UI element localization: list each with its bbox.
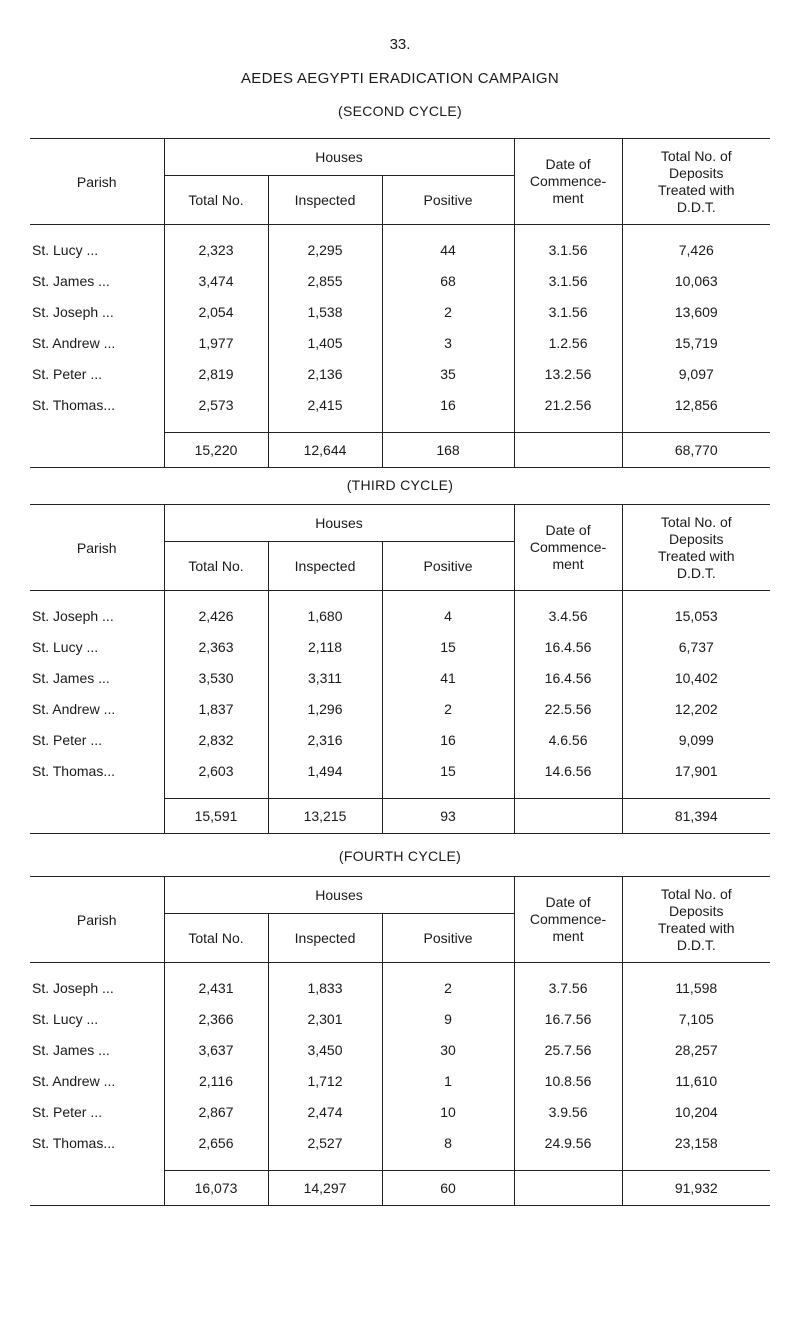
totals-row [30, 433, 770, 468]
inspected-cell: 2,118 [268, 631, 382, 662]
parish-cell: St. James ... [32, 669, 110, 686]
header-positive: Positive [382, 914, 514, 963]
parish-cell: St. James ... [32, 272, 110, 289]
header-parish: Parish [30, 877, 164, 963]
deposits-cell: 7,426 [622, 225, 770, 266]
table-row [30, 963, 770, 1004]
cycle-title-third: (THIRD CYCLE) [346, 477, 454, 493]
date-cell: 3.9.56 [514, 1096, 622, 1127]
date-cell: 22.5.56 [514, 693, 622, 724]
totals-total-cell: 15,220 [164, 433, 268, 468]
header-houses: Houses [164, 505, 514, 542]
inspected-cell: 2,527 [268, 1127, 382, 1171]
positive-cell: 30 [382, 1034, 514, 1065]
total-cell: 2,819 [164, 358, 268, 389]
header-deposits: Total No. of Deposits Treated with D.D.T. [622, 139, 770, 225]
total-cell: 2,054 [164, 296, 268, 327]
header-deposits: Total No. of Deposits Treated with D.D.T. [622, 505, 770, 591]
total-cell: 2,832 [164, 724, 268, 755]
total-cell: 2,603 [164, 755, 268, 799]
total-cell: 1,977 [164, 327, 268, 358]
parish-cell: St. Andrew ... [32, 700, 116, 717]
page-number: 33. [389, 36, 411, 53]
header-date: Date of Commence- ment [514, 139, 622, 225]
positive-cell: 16 [382, 389, 514, 433]
inspected-cell: 1,494 [268, 755, 382, 799]
totals-label-cell [30, 1171, 164, 1206]
totals-deposits-cell: 91,932 [622, 1171, 770, 1206]
total-cell: 2,323 [164, 225, 268, 266]
inspected-cell: 3,311 [268, 662, 382, 693]
parish-cell: St. Lucy ... [32, 638, 99, 655]
parish-cell: St. Peter ... [32, 1103, 103, 1120]
inspected-cell: 2,316 [268, 724, 382, 755]
positive-cell: 44 [382, 225, 514, 266]
header-total-no: Total No. [164, 176, 268, 225]
date-cell: 3.1.56 [514, 265, 622, 296]
table-row [30, 389, 770, 433]
inspected-cell: 2,301 [268, 1003, 382, 1034]
deposits-cell: 6,737 [622, 631, 770, 662]
total-cell: 2,656 [164, 1127, 268, 1171]
total-cell: 2,426 [164, 591, 268, 632]
positive-cell: 68 [382, 265, 514, 296]
table-row [30, 225, 770, 266]
inspected-cell: 2,295 [268, 225, 382, 266]
date-cell: 16.7.56 [514, 1003, 622, 1034]
parish-cell: St. Thomas... [32, 762, 115, 779]
parish-cell: St. Joseph ... [32, 303, 114, 320]
inspected-cell: 2,415 [268, 389, 382, 433]
positive-cell: 1 [382, 1065, 514, 1096]
totals-total-cell: 16,073 [164, 1171, 268, 1206]
inspected-cell: 2,474 [268, 1096, 382, 1127]
deposits-cell: 15,053 [622, 591, 770, 632]
deposits-cell: 28,257 [622, 1034, 770, 1065]
parish-cell: St. Joseph ... [32, 608, 114, 624]
positive-cell: 41 [382, 662, 514, 693]
positive-cell: 4 [382, 591, 514, 632]
totals-date-cell [514, 433, 622, 468]
positive-cell: 15 [382, 631, 514, 662]
header-total-no: Total No. [164, 542, 268, 591]
table-row [30, 755, 770, 799]
table-row [30, 1096, 770, 1127]
deposits-cell: 10,063 [622, 265, 770, 296]
total-cell: 2,116 [164, 1065, 268, 1096]
deposits-cell: 10,402 [622, 662, 770, 693]
table-row [30, 724, 770, 755]
table-row [30, 631, 770, 662]
totals-deposits-cell: 68,770 [622, 433, 770, 468]
parish-cell: St. Thomas... [32, 396, 115, 413]
totals-positive-cell: 168 [382, 433, 514, 468]
cycle-table-fourth [30, 876, 770, 1206]
deposits-cell: 15,719 [622, 327, 770, 358]
deposits-cell: 11,598 [622, 963, 770, 1004]
totals-row [30, 799, 770, 834]
totals-label-cell [30, 433, 164, 468]
totals-positive-cell: 60 [382, 1171, 514, 1206]
header-parish: Parish [30, 505, 164, 591]
positive-cell: 8 [382, 1127, 514, 1171]
positive-cell: 2 [382, 963, 514, 1004]
positive-cell: 9 [382, 1003, 514, 1034]
table-row [30, 327, 770, 358]
total-cell: 3,474 [164, 265, 268, 296]
totals-positive-cell: 93 [382, 799, 514, 834]
deposits-cell: 23,158 [622, 1127, 770, 1171]
date-cell: 16.4.56 [514, 631, 622, 662]
deposits-cell: 12,202 [622, 693, 770, 724]
date-cell: 13.2.56 [514, 358, 622, 389]
table-row [30, 693, 770, 724]
cycle-table-second [30, 138, 770, 468]
inspected-cell: 1,712 [268, 1065, 382, 1096]
table-row [30, 1003, 770, 1034]
totals-inspected-cell: 14,297 [268, 1171, 382, 1206]
positive-cell: 35 [382, 358, 514, 389]
total-cell: 2,573 [164, 389, 268, 433]
deposits-cell: 11,610 [622, 1065, 770, 1096]
total-cell: 3,530 [164, 662, 268, 693]
totals-label-cell [30, 799, 164, 834]
deposits-cell: 10,204 [622, 1096, 770, 1127]
header-houses: Houses [164, 877, 514, 914]
header-date: Date of Commence- ment [514, 877, 622, 963]
table-row [30, 358, 770, 389]
table-row [30, 591, 770, 632]
cycle-title-fourth: (FOURTH CYCLE) [338, 848, 462, 864]
total-cell: 2,363 [164, 631, 268, 662]
table-row [30, 1065, 770, 1096]
document-title: AEDES AEGYPTI ERADICATION CAMPAIGN [240, 70, 560, 87]
deposits-cell: 17,901 [622, 755, 770, 799]
inspected-cell: 3,450 [268, 1034, 382, 1065]
inspected-cell: 1,680 [268, 591, 382, 632]
deposits-cell: 13,609 [622, 296, 770, 327]
header-positive: Positive [382, 176, 514, 225]
total-cell: 2,867 [164, 1096, 268, 1127]
header-inspected: Inspected [268, 176, 382, 225]
table-row [30, 265, 770, 296]
date-cell: 1.2.56 [514, 327, 622, 358]
header-positive: Positive [382, 542, 514, 591]
header-date: Date of Commence- ment [514, 505, 622, 591]
cycle-title-second: (SECOND CYCLE) [338, 103, 462, 119]
date-cell: 25.7.56 [514, 1034, 622, 1065]
total-cell: 3,637 [164, 1034, 268, 1065]
date-cell: 3.4.56 [514, 591, 622, 632]
positive-cell: 2 [382, 693, 514, 724]
date-cell: 14.6.56 [514, 755, 622, 799]
table-row [30, 1034, 770, 1065]
parish-cell: St. Thomas... [32, 1134, 115, 1151]
date-cell: 3.1.56 [514, 296, 622, 327]
header-parish: Parish [30, 139, 164, 225]
totals-total-cell: 15,591 [164, 799, 268, 834]
inspected-cell: 1,296 [268, 693, 382, 724]
inspected-cell: 2,855 [268, 265, 382, 296]
header-total-no: Total No. [164, 914, 268, 963]
date-cell: 21.2.56 [514, 389, 622, 433]
inspected-cell: 1,833 [268, 963, 382, 1004]
table-row [30, 662, 770, 693]
inspected-cell: 1,538 [268, 296, 382, 327]
header-inspected: Inspected [268, 914, 382, 963]
totals-row [30, 1171, 770, 1206]
header-houses: Houses [164, 139, 514, 176]
totals-date-cell [514, 799, 622, 834]
positive-cell: 2 [382, 296, 514, 327]
totals-date-cell [514, 1171, 622, 1206]
parish-cell: St. Andrew ... [32, 1072, 116, 1089]
date-cell: 3.1.56 [514, 225, 622, 266]
parish-cell: St. Andrew ... [32, 334, 116, 351]
date-cell: 4.6.56 [514, 724, 622, 755]
header-deposits: Total No. of Deposits Treated with D.D.T. [622, 877, 770, 963]
date-cell: 24.9.56 [514, 1127, 622, 1171]
parish-cell: St. Peter ... [32, 365, 103, 382]
date-cell: 16.4.56 [514, 662, 622, 693]
table-row [30, 296, 770, 327]
total-cell: 2,431 [164, 963, 268, 1004]
totals-deposits-cell: 81,394 [622, 799, 770, 834]
deposits-cell: 12,856 [622, 389, 770, 433]
parish-cell: St. Lucy ... [32, 242, 99, 258]
deposits-cell: 9,097 [622, 358, 770, 389]
totals-inspected-cell: 12,644 [268, 433, 382, 468]
header-inspected: Inspected [268, 542, 382, 591]
positive-cell: 3 [382, 327, 514, 358]
parish-cell: St. Peter ... [32, 731, 103, 748]
deposits-cell: 9,099 [622, 724, 770, 755]
positive-cell: 10 [382, 1096, 514, 1127]
inspected-cell: 1,405 [268, 327, 382, 358]
totals-inspected-cell: 13,215 [268, 799, 382, 834]
total-cell: 2,366 [164, 1003, 268, 1034]
positive-cell: 16 [382, 724, 514, 755]
table-row [30, 1127, 770, 1171]
positive-cell: 15 [382, 755, 514, 799]
date-cell: 10.8.56 [514, 1065, 622, 1096]
cycle-table-third [30, 504, 770, 834]
parish-cell: St. Lucy ... [32, 1010, 99, 1027]
date-cell: 3.7.56 [514, 963, 622, 1004]
parish-cell: St. Joseph ... [32, 980, 114, 996]
deposits-cell: 7,105 [622, 1003, 770, 1034]
total-cell: 1,837 [164, 693, 268, 724]
parish-cell: St. James ... [32, 1041, 110, 1058]
inspected-cell: 2,136 [268, 358, 382, 389]
